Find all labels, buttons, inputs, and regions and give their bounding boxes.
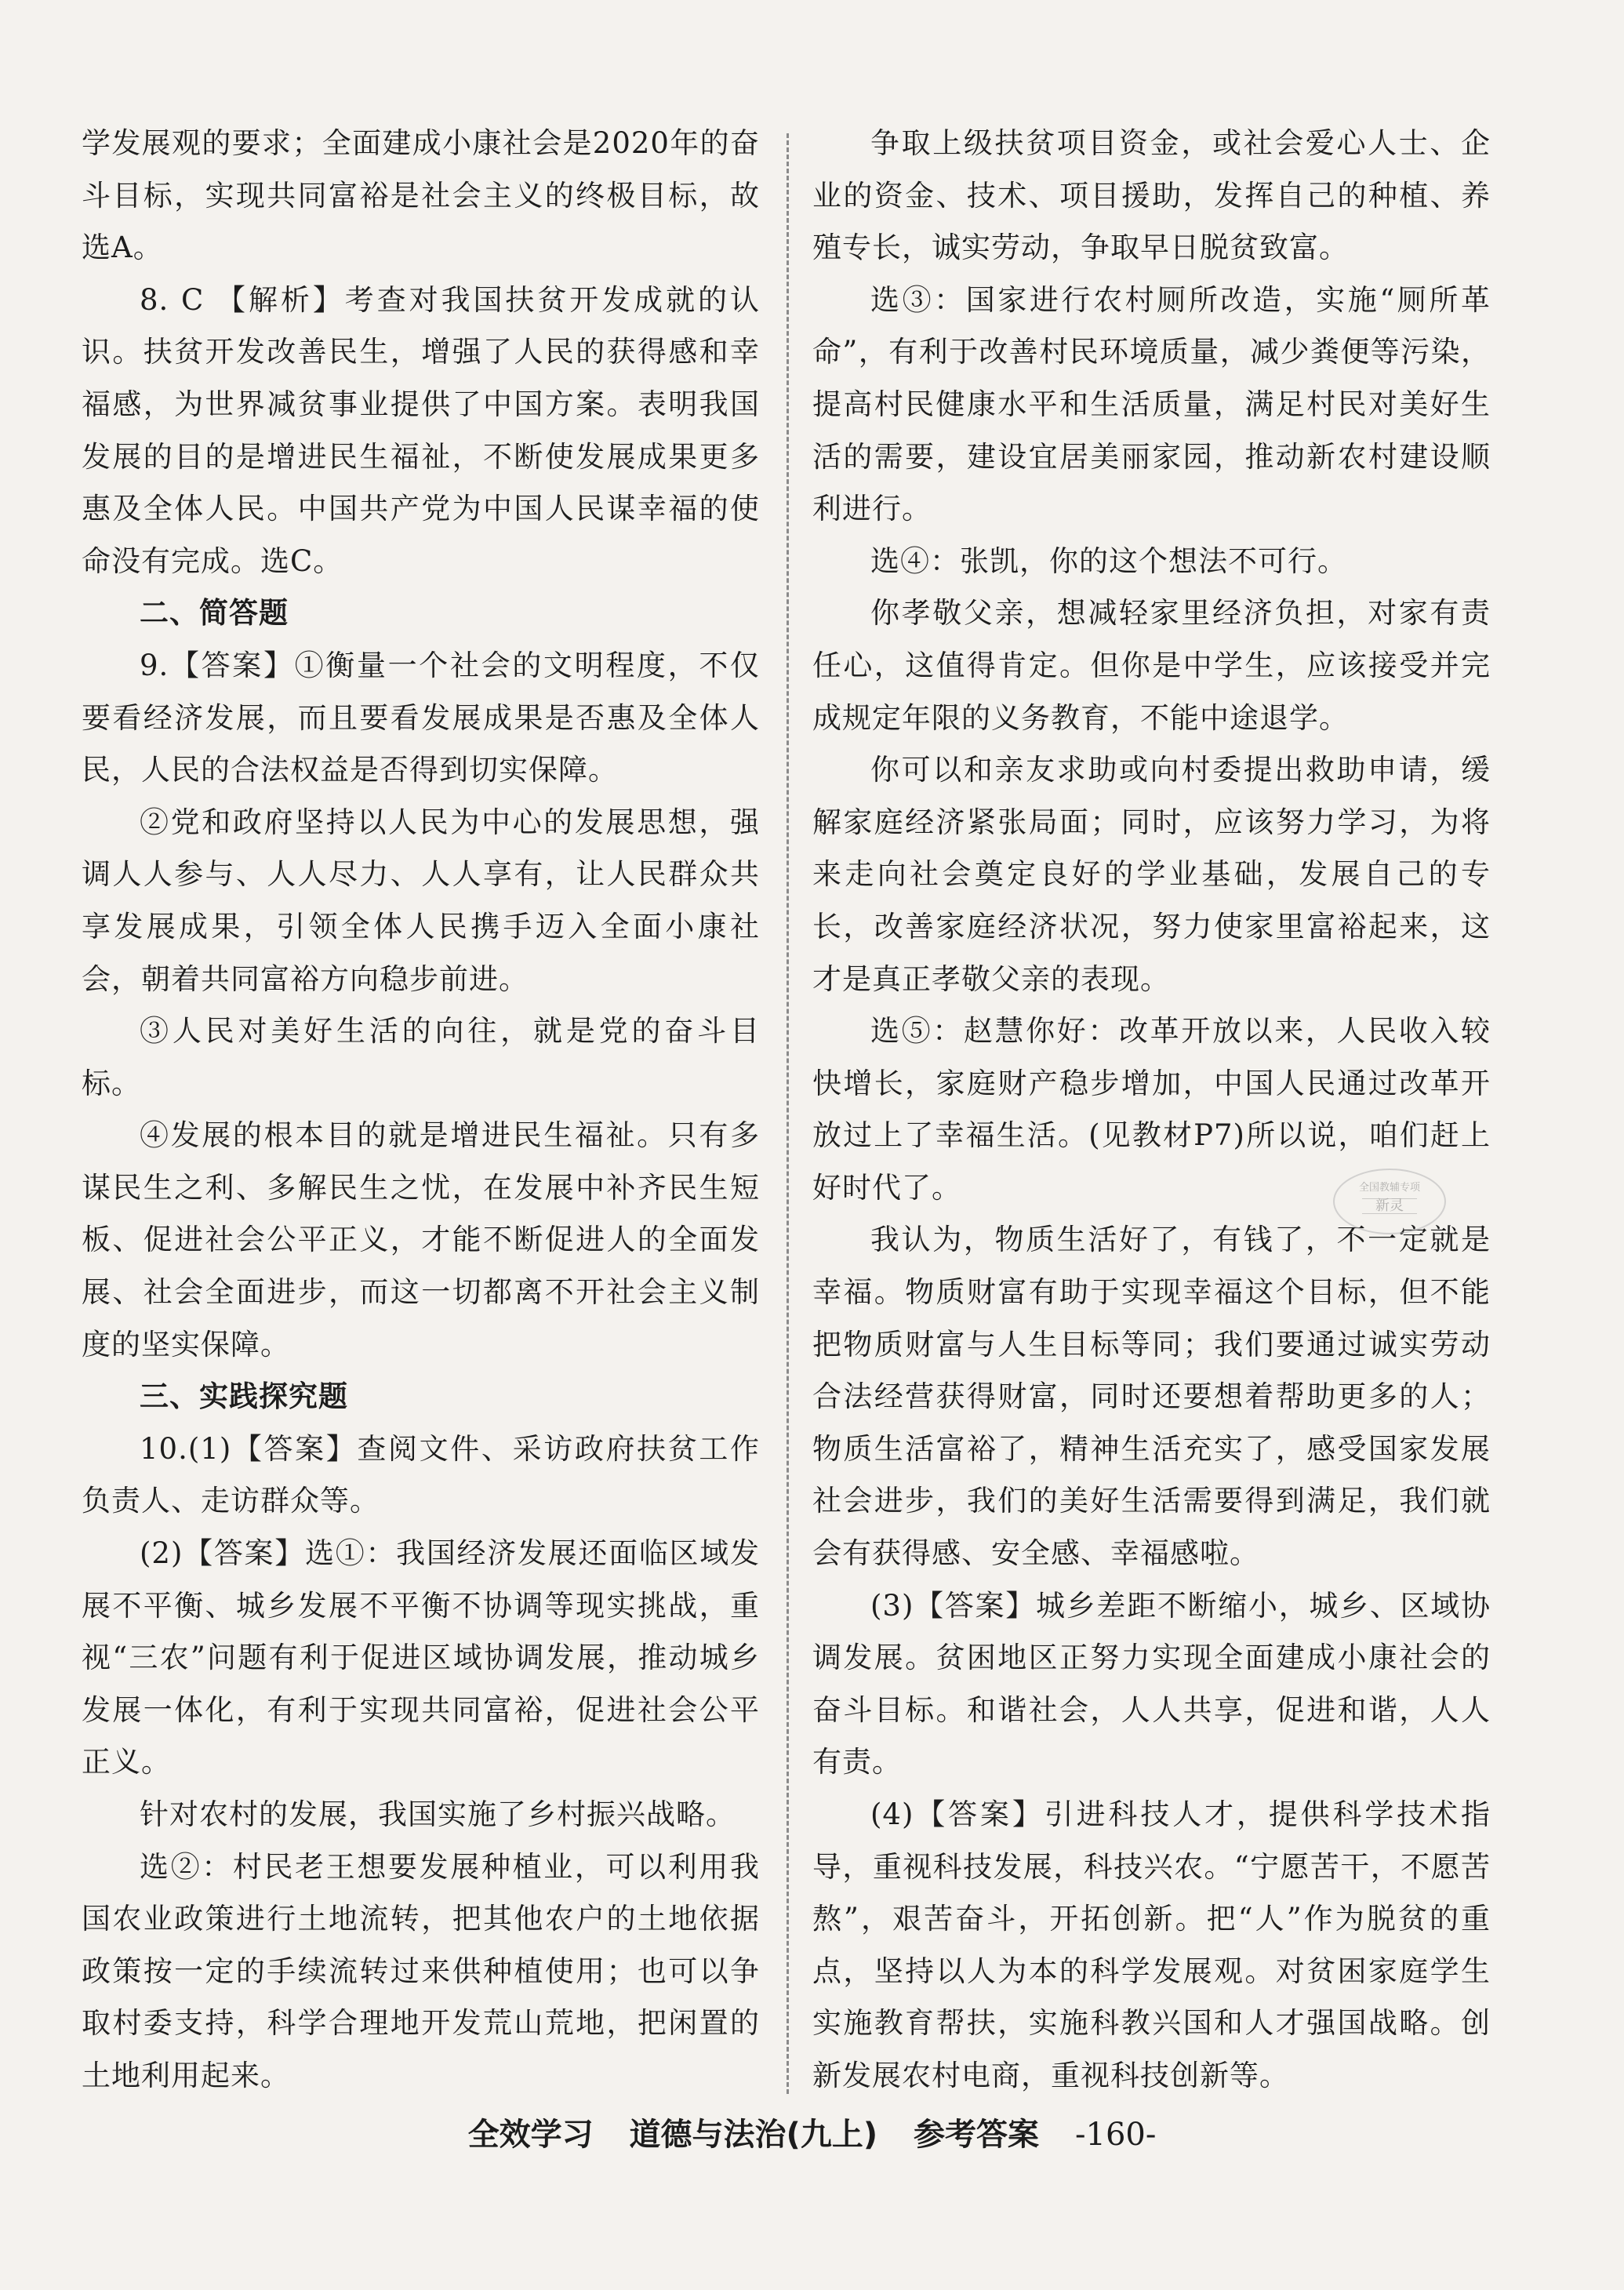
- watermark-stamp: [1333, 1169, 1446, 1234]
- paragraph: ④发展的根本目的就是增进民生福祉。只有多谋民生之利、多解民生之忧，在发展中补齐民生短板、促进社会公平正义，才能不断促进人的全面发展、社会全面进步，而这一切都离不开社会主义制度的坚实保障。: [82, 1118, 760, 1361]
- paragraph: (4)【答案】引进科技人才，提供科学技术指导，重视科技发展，科技兴农。“宁愿苦干，不愿苦熬”，艰苦奋斗，开拓创新。把“人”作为脱贫的重点，坚持以人为本的科学发展观。对贫困家庭学生实施教育帮扶，实施科教兴国和人才强国战略。创新发展农村电商，重视科技创新等。: [812, 1797, 1491, 2092]
- stamp-top-text: 全国教辅专项: [1358, 1182, 1420, 1194]
- paragraph: ③人民对美好生活的向往，就是党的奋斗目标。: [82, 1014, 760, 1100]
- paragraph: 选④：张凯，你的这个想法不可行。: [870, 543, 1347, 578]
- footer-series: 全效学习: [467, 2117, 594, 2153]
- paragraph: 针对农村的发展，我国实施了乡村振兴战略。: [140, 1797, 736, 1831]
- paragraph: 学发展观的要求；全面建成小康社会是2020年的奋斗目标，实现共同富裕是社会主义的终极目标，故选A。: [82, 126, 760, 265]
- paragraph: 你孝敬父亲，想减轻家里经济负担，对家有责任心，这值得肯定。但你是中学生，应该接受并完成规定年限的义务教育，不能中途退学。: [812, 596, 1491, 735]
- paragraph: 9.【答案】①衡量一个社会的文明程度，不仅要看经济发展，而且要看发展成果是否惠及全体人民，人民的合法权益是否得到切实保障。: [82, 648, 760, 787]
- paragraph: 选③：国家进行农村厕所改造，实施“厕所革命”，有利于改善村民环境质量，减少粪便等污染，提高村民健康水平和生活质量，满足村民对美好生活的需要，建设宜居美丽家园，推动新农村建设顺利进行。: [812, 282, 1491, 526]
- page-number: -160-: [1074, 2117, 1157, 2153]
- paragraph: ②党和政府坚持以人民为中心的发展思想，强调人人参与、人人尽力、人人享有，让人民群众共享发展成果，引领全体人民携手迈入全面小康社会，朝着共同富裕方向稳步前进。: [82, 805, 760, 996]
- paragraph: 我认为，物质生活好了，有钱了，不一定就是幸福。物质财富有助于实现幸福这个目标，但不能把物质财富与人生目标等同；我们要通过诚实劳动合法经营获得财富，同时还要想着帮助更多的人；物质生活富裕了，精神生活充实了，感受国家发展社会进步，我们的美好生活需要得到满足，我们就会有获得感、安全感、幸福感啦。: [812, 1223, 1491, 1571]
- column-divider: [787, 133, 789, 2094]
- paragraph: 10.(1)【答案】查阅文件、采访政府扶贫工作负责人、走访群众等。: [82, 1431, 760, 1518]
- paragraph: 8. C 【解析】考查对我国扶贫开发成就的认识。扶贫开发改善民生，增强了人民的获得感和幸福感，为世界减贫事业提供了中国方案。表明我国发展的目的是增进民生福祉，不断使发展成果更多惠及全体人民。中国共产党为中国人民谋幸福的使命没有完成。选C。: [82, 282, 760, 578]
- footer-subject: 道德与法治(九上): [629, 2117, 878, 2153]
- paragraph: (2)【答案】选①：我国经济发展还面临区域发展不平衡、城乡发展不平衡不协调等现实挑战，重视“三农”问题有利于促进区域协调发展，推动城乡发展一体化，有利于实现共同富裕，促进社会公平正义。: [82, 1536, 760, 1779]
- paragraph: 争取上级扶贫项目资金，或社会爱心人士、企业的资金、技术、项目援助，发挥自己的种植、养殖专长，诚实劳动，争取早日脱贫致富。: [812, 126, 1491, 265]
- section-heading: 三、实践探究题: [140, 1379, 348, 1414]
- paragraph: 选②：村民老王想要发展种植业，可以利用我国农业政策进行土地流转，把其他农户的土地依据政策按一定的手续流转过来供种植使用；也可以争取村委支持，科学合理地开发荒山荒地，把闲置的土地利用起来。: [82, 1849, 760, 2092]
- paragraph: (3)【答案】城乡差距不断缩小，城乡、区域协调发展。贫困地区正努力实现全面建成小康社会的奋斗目标。和谐社会，人人共享，促进和谐，人人有责。: [812, 1588, 1491, 1779]
- stamp-mid-text: 新灵: [1362, 1198, 1417, 1214]
- section-heading: 二、简答题: [140, 596, 289, 631]
- page-footer: [0, 2110, 1624, 2154]
- footer-section: 参考答案: [914, 2117, 1040, 2153]
- paragraph: 选⑤：赵慧你好：改革开放以来，人民收入较快增长，家庭财产稳步增加，中国人民通过改革开放过上了幸福生活。(见教材P7)所以说，咱们赶上好时代了。: [812, 1014, 1491, 1205]
- paragraph: 你可以和亲友求助或向村委提出救助申请，缓解家庭经济紧张局面；同时，应该努力学习，为将来走向社会奠定良好的学业基础，发展自己的专长，改善家庭经济状况，努力使家里富裕起来，这才是真正孝敬父亲的表现。: [812, 753, 1491, 996]
- left-column: [82, 118, 760, 2103]
- right-column: [812, 118, 1491, 2103]
